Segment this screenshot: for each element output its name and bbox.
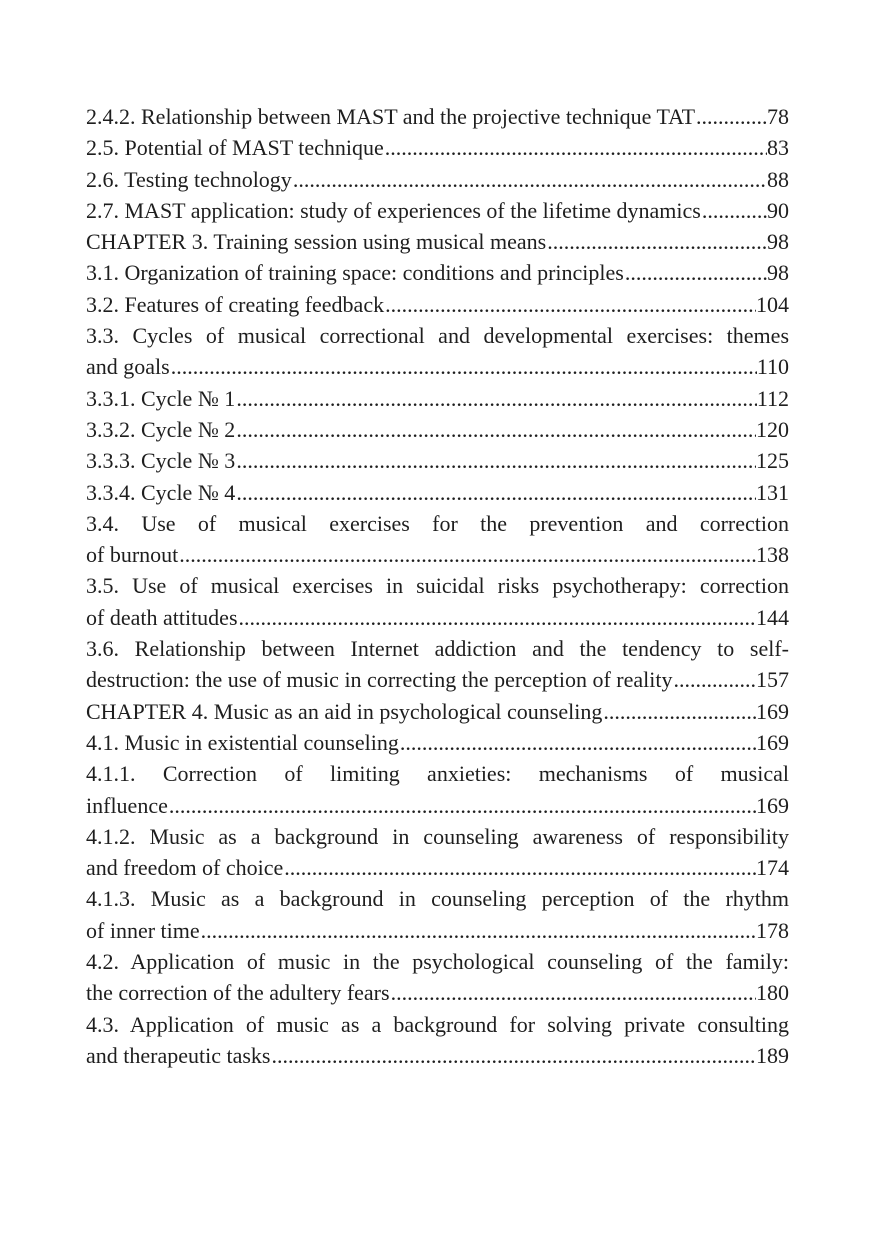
toc-entry-title-line: 3.4. Use of musical exercises for the prevention and correction [86,510,789,536]
toc-entry-leader-line [86,1040,789,1071]
toc-entry-page-number: 112 [756,385,789,411]
dot-leader [602,696,756,727]
toc-entry-leader-line [86,226,789,257]
toc-entry-page-number: 98 [767,260,789,286]
toc-entry[interactable] [86,132,789,163]
toc-entry-page-number: 88 [767,166,789,192]
toc-entry[interactable] [86,633,789,696]
toc-entry-title: and freedom of choice [86,855,284,881]
toc-entry-title-line: 4.3. Application of music as a background for solving private consulting [86,1011,789,1037]
toc-entry-page-number: 90 [767,197,789,223]
toc-entry-title: and goals [86,354,170,380]
toc-entry[interactable] [86,477,789,508]
toc-entry-page-number: 110 [756,354,789,380]
toc-entry-leader-line [86,351,789,382]
dot-leader [399,727,756,758]
toc-entry-page-number: 189 [756,1042,789,1068]
toc-entry-page-number: 178 [756,917,789,943]
toc-entry[interactable] [86,257,789,288]
toc-entry-title-line: 4.1.1. Correction of limiting anxieties: mechanisms of musical [86,761,789,787]
toc-entry-leader-line [86,790,789,821]
toc-entry-title: 2.7. MAST application: study of experiences of the lifetime dynamics [86,197,701,223]
toc-entry-leader-line [86,477,789,508]
toc-entry-title: influence [86,792,168,818]
toc-entry[interactable] [86,727,789,758]
dot-leader [235,445,756,476]
toc-entry-page-number: 120 [756,416,789,442]
dot-leader [546,226,767,257]
toc-entry-title: the correction of the adultery fears [86,980,390,1006]
toc-entry-page-number: 83 [767,135,789,161]
toc-entry-title: 2.4.2. Relationship between MAST and the projective technique TAT [86,104,696,129]
toc-entry[interactable] [86,758,789,821]
dot-leader [200,915,756,946]
toc-entry-title: 3.3.4. Cycle № 4 [86,479,236,505]
toc-entry[interactable] [86,164,789,195]
toc-entry-title: destruction: the use of music in correcting the perception of reality [86,667,673,693]
toc-entry-leader-line [86,132,789,163]
toc-entry[interactable] [86,508,789,571]
toc-entry-title: CHAPTER 4. Music as an aid in psychological counseling [86,698,603,724]
toc-entry-leader-line [86,696,789,727]
toc-entry-leader-line [86,915,789,946]
toc-entry-title: 3.3.3. Cycle № 3 [86,448,236,474]
toc-entry-page-number: 169 [756,792,789,818]
dot-leader [384,289,756,320]
dot-leader [235,477,756,508]
toc-entry[interactable] [86,414,789,445]
toc-entry-title-line: 4.2. Application of music in the psychological counseling of the family: [86,949,789,975]
toc-entry-page-number: 144 [756,604,789,630]
toc-entry-leader-line [86,383,789,414]
toc-entry[interactable] [86,320,789,383]
toc-entry-leader-line [86,852,789,883]
toc-entry-title: 2.5. Potential of MAST technique [86,135,384,161]
toc-entry-page-number: 131 [756,479,789,505]
toc-entry[interactable] [86,883,789,946]
toc-entry-title-line: 4.1.2. Music as a background in counseling awareness of responsibility [86,823,789,849]
toc-entry[interactable] [86,195,789,226]
toc-entry-page-number: 157 [756,667,789,693]
toc-entry-page-number: 104 [756,291,789,317]
toc-entry-leader-line [86,414,789,445]
toc-entry[interactable] [86,696,789,727]
toc-entry-title: CHAPTER 3. Training session using musical means [86,229,547,255]
toc-entry-title: 2.6. Testing technology [86,166,292,192]
toc-entry-leader-line [86,727,789,758]
toc-entry[interactable] [86,226,789,257]
dot-leader [390,977,756,1008]
toc-entry-page-number: 169 [756,729,789,755]
toc-entry-title: of burnout [86,542,179,568]
toc-entry[interactable] [86,289,789,320]
dot-leader [178,539,756,570]
toc-entry-page-number: 169 [756,698,789,724]
toc-entry-page-number: 125 [756,448,789,474]
dot-leader [235,414,756,445]
toc-entry-leader-line [86,257,789,288]
toc-entry-title-line: 3.5. Use of musical exercises in suicidal risks psychotherapy: correction [86,573,789,599]
toc-entry[interactable] [86,1009,789,1072]
table-of-contents [86,101,789,1071]
dot-leader [672,664,756,695]
toc-entry-leader-line [86,977,789,1008]
dot-leader [292,164,767,195]
toc-entry[interactable] [86,383,789,414]
toc-entry-title: 3.1. Organization of training space: conditions and principles [86,260,624,286]
toc-entry-leader-line [86,664,789,695]
toc-entry-title: 3.2. Features of creating feedback [86,291,385,317]
toc-entry-leader-line [86,195,789,226]
toc-entry-leader-line [86,164,789,195]
toc-entry-leader-line [86,101,789,132]
toc-entry-title-line: 3.6. Relationship between Internet addiction and the tendency to self- [86,636,789,662]
toc-entry-page-number: 138 [756,542,789,568]
toc-entry-title: and therapeutic tasks [86,1042,271,1068]
dot-leader [238,602,756,633]
toc-entry[interactable] [86,445,789,476]
toc-entry[interactable] [86,946,789,1009]
toc-entry-title: 3.3.2. Cycle № 2 [86,416,236,442]
toc-entry-page-number: 78 [767,104,789,129]
dot-leader [271,1040,757,1071]
toc-entry-page-number: 174 [756,855,789,881]
toc-entry-title: of inner time [86,917,200,943]
dot-leader [170,351,757,382]
dot-leader [283,852,756,883]
toc-entry-title-line: 4.1.3. Music as a background in counseling perception of the rhythm [86,886,789,912]
dot-leader [235,383,757,414]
toc-entry-leader-line [86,602,789,633]
dot-leader [168,790,756,821]
dot-leader [701,195,767,226]
toc-entry-leader-line [86,539,789,570]
dot-leader [384,132,767,163]
toc-entry[interactable] [86,570,789,633]
toc-entry-title: of death attitudes [86,604,238,630]
dot-leader [695,101,767,132]
toc-entry-title-line: 3.3. Cycles of musical correctional and developmental exercises: themes [86,323,789,349]
toc-entry-title: 4.1. Music in existential counseling [86,729,399,755]
toc-entry[interactable] [86,821,789,884]
toc-entry[interactable] [86,101,789,132]
dot-leader [624,257,767,288]
toc-entry-leader-line [86,289,789,320]
toc-entry-page-number: 98 [767,229,789,255]
toc-entry-page-number: 180 [756,980,789,1006]
toc-entry-leader-line [86,445,789,476]
toc-entry-title: 3.3.1. Cycle № 1 [86,385,236,411]
